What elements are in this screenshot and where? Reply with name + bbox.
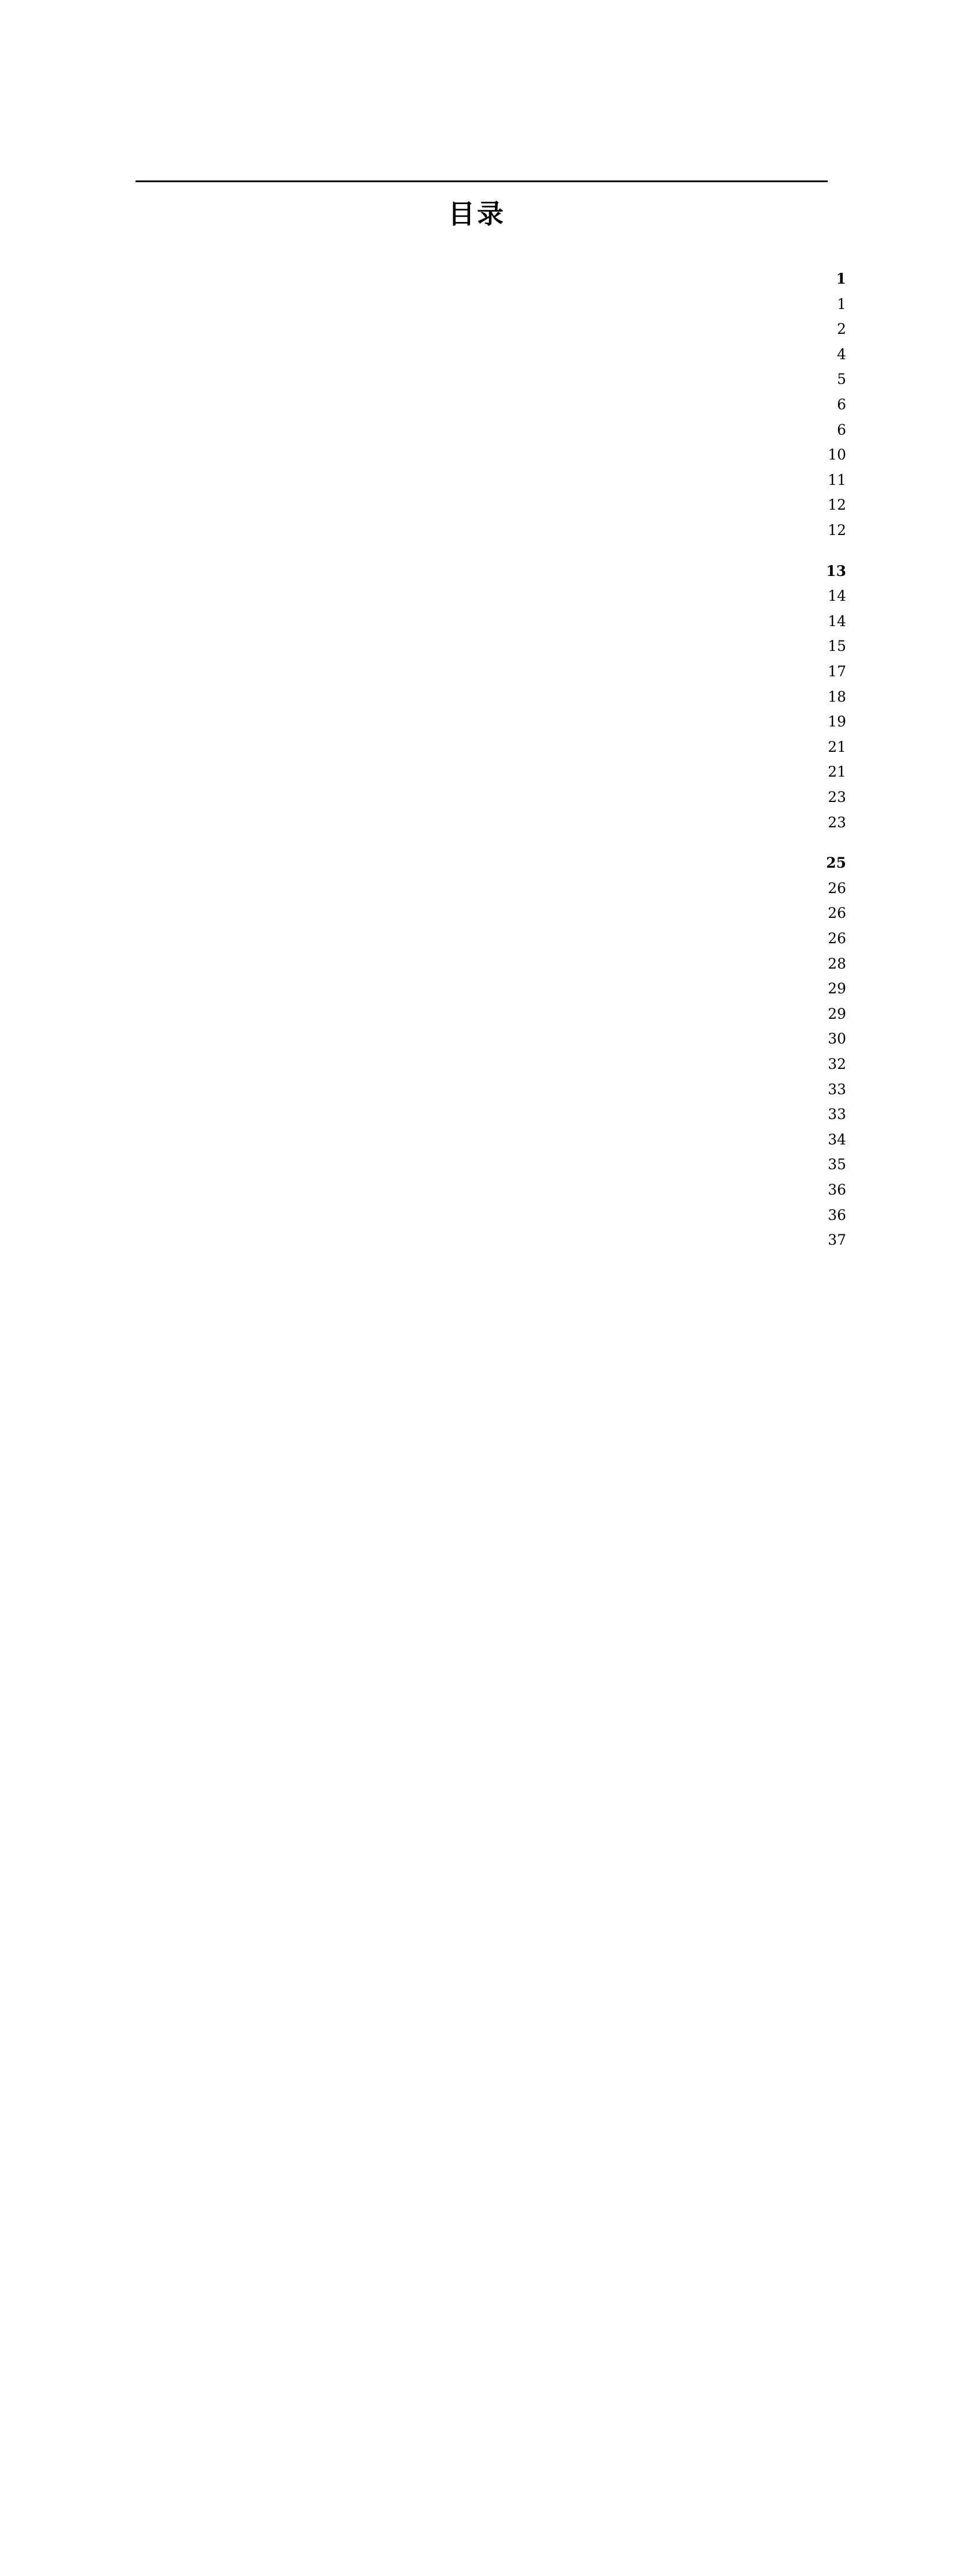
toc-entry-page: 26 (0, 901, 846, 2249)
toc-entry[interactable] (0, 684, 954, 710)
toc-entry[interactable] (0, 1001, 954, 1027)
toc-entry-page: 32 (0, 1052, 846, 2400)
toc-entry[interactable] (0, 442, 954, 468)
toc-entry-page: 13 (0, 559, 846, 1907)
toc-entry[interactable] (0, 926, 954, 951)
toc-entry[interactable] (0, 392, 954, 417)
toc-entry-page: 34 (0, 1127, 846, 2476)
toc-entry-page: 35 (0, 1152, 846, 2500)
toc-entry[interactable] (0, 850, 954, 876)
toc-entry[interactable] (0, 492, 954, 518)
toc-entry-page: 21 (0, 735, 846, 2083)
toc-entry[interactable] (0, 1127, 954, 1153)
toc-entry[interactable] (0, 266, 954, 292)
toc-entry[interactable] (0, 367, 954, 392)
toc-entry[interactable] (0, 634, 954, 659)
toc-entry[interactable] (0, 735, 954, 760)
toc-entry[interactable] (0, 583, 954, 609)
toc-entry[interactable] (0, 976, 954, 1001)
toc-entry[interactable] (0, 1203, 954, 1228)
toc-entry-page: 37 (0, 1227, 846, 2576)
toc-entry-page: 36 (0, 1177, 846, 2526)
toc-entry[interactable] (0, 1077, 954, 1102)
toc-entry-page: 23 (0, 785, 846, 2133)
toc-entry[interactable] (0, 1052, 954, 1077)
toc-entry[interactable] (0, 659, 954, 684)
toc-entry[interactable] (0, 559, 954, 584)
toc-entry-page: 29 (0, 1001, 846, 2350)
toc-entry-page: 29 (0, 976, 846, 2325)
toc-entry-page: 1 (0, 266, 846, 1615)
toc-entry-page: 26 (0, 876, 846, 2224)
toc-entry-page: 12 (0, 492, 846, 1841)
toc-entry[interactable] (0, 951, 954, 977)
toc-entry-page: 11 (0, 468, 846, 1816)
toc-entry[interactable] (0, 1152, 954, 1177)
toc-entry[interactable] (0, 876, 954, 901)
toc-entry-page: 21 (0, 759, 846, 2108)
toc-entry-page: 10 (0, 442, 846, 1791)
toc-title: 目录 (448, 198, 506, 229)
toc-entry-page: 6 (0, 392, 846, 1741)
toc-entry[interactable] (0, 317, 954, 342)
toc-entry[interactable] (0, 609, 954, 634)
toc-entry-page: 33 (0, 1077, 846, 2426)
toc-entry[interactable] (0, 810, 954, 835)
toc-entry-page: 36 (0, 1203, 846, 2551)
toc-entry[interactable] (0, 1227, 954, 1253)
toc-entry[interactable] (0, 518, 954, 543)
toc-entry[interactable] (0, 759, 954, 785)
toc-entry[interactable] (0, 1102, 954, 1127)
toc-entry[interactable] (0, 417, 954, 443)
toc-entry-page: 2 (0, 317, 846, 1665)
toc-entry-page: 12 (0, 518, 846, 1866)
toc-entry[interactable] (0, 785, 954, 810)
toc-entry-page: 18 (0, 684, 846, 2033)
toc-entry-page: 6 (0, 417, 846, 1766)
toc-entry[interactable] (0, 342, 954, 367)
header-rule (136, 180, 828, 182)
toc-entry-page: 1 (0, 292, 846, 1640)
toc-entry[interactable] (0, 468, 954, 493)
toc-entry-page: 19 (0, 709, 846, 2058)
toc-entry-page: 14 (0, 609, 846, 1957)
toc-entry-page: 14 (0, 583, 846, 1932)
toc-entry-page: 4 (0, 342, 846, 1690)
toc-entry-page: 30 (0, 1026, 846, 2375)
toc-entry-page: 17 (0, 659, 846, 2008)
toc-entry[interactable] (0, 1177, 954, 1203)
toc-entry-page: 28 (0, 951, 846, 2300)
toc-entry[interactable] (0, 1026, 954, 1052)
toc-entry-page: 5 (0, 367, 846, 1715)
toc-entry-page: 25 (0, 850, 846, 2199)
toc-entry-page: 23 (0, 810, 846, 2159)
toc-entry-page: 33 (0, 1102, 846, 2450)
toc-entry-page: 26 (0, 926, 846, 2274)
toc-entry-page: 15 (0, 634, 846, 1982)
toc-entry[interactable] (0, 901, 954, 926)
toc-entry[interactable] (0, 292, 954, 317)
toc-entry[interactable] (0, 709, 954, 735)
